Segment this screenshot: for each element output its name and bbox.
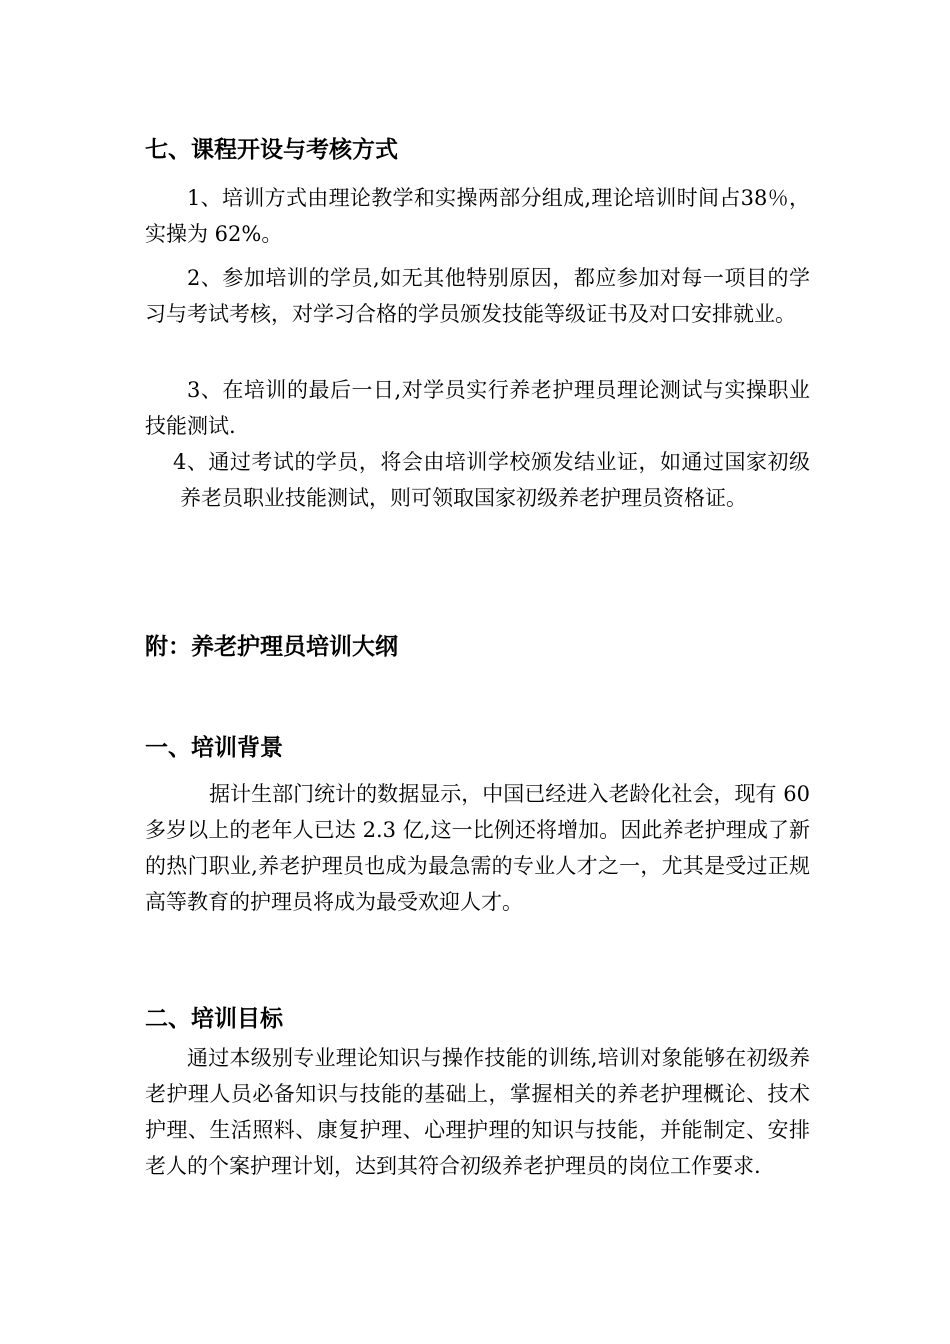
appendix-heading: 附：养老护理员培训大纲 <box>145 633 398 660</box>
section-2-heading: 二、培训目标 <box>145 1005 283 1032</box>
section-7-heading: 七、课程开设与考核方式 <box>145 136 398 163</box>
section-7-item-1: 1、培训方式由理论教学和实操两部分组成,理论培训时间占38％，实操为 62%。 <box>145 186 810 246</box>
section-1-heading: 一、培训背景 <box>145 734 283 761</box>
section-7-item-4: 4、通过考试的学员，将会由培训学校颁发结业证，如通过国家初级养老员职业技能测试，则可领取国家初级养老护理员资格证。 <box>173 450 810 510</box>
section-7-item-3: 3、在培训的最后一日,对学员实行养老护理员理论测试与实操职业技能测试. <box>145 378 810 438</box>
section-1-body: 据计生部门统计的数据显示，中国已经进入老龄化社会，现有 60 多岁以上的老年人已达 2.3 亿,这一比例还将增加。因此养老护理成了新的热门职业,养老护理员也成为最急需的专业人才之一，尤其是受过正规高等教育的护理员将成为最受欢迎人才。 <box>145 782 810 914</box>
section-7-item-2: 2、参加培训的学员,如无其他特别原因，都应参加对每一项目的学习与考试考核，对学习合格的学员颁发技能等级证书及对口安排就业。 <box>145 266 810 326</box>
section-2-body: 通过本级别专业理论知识与操作技能的训练,培训对象能够在初级养老护理人员必备知识与技能的基础上，掌握相关的养老护理概论、技术护理、生活照料、康复护理、心理护理的知识与技能，并能制定、安排老人的个案护理计划，达到其符合初级养老护理员的岗位工作要求. <box>145 1046 810 1178</box>
